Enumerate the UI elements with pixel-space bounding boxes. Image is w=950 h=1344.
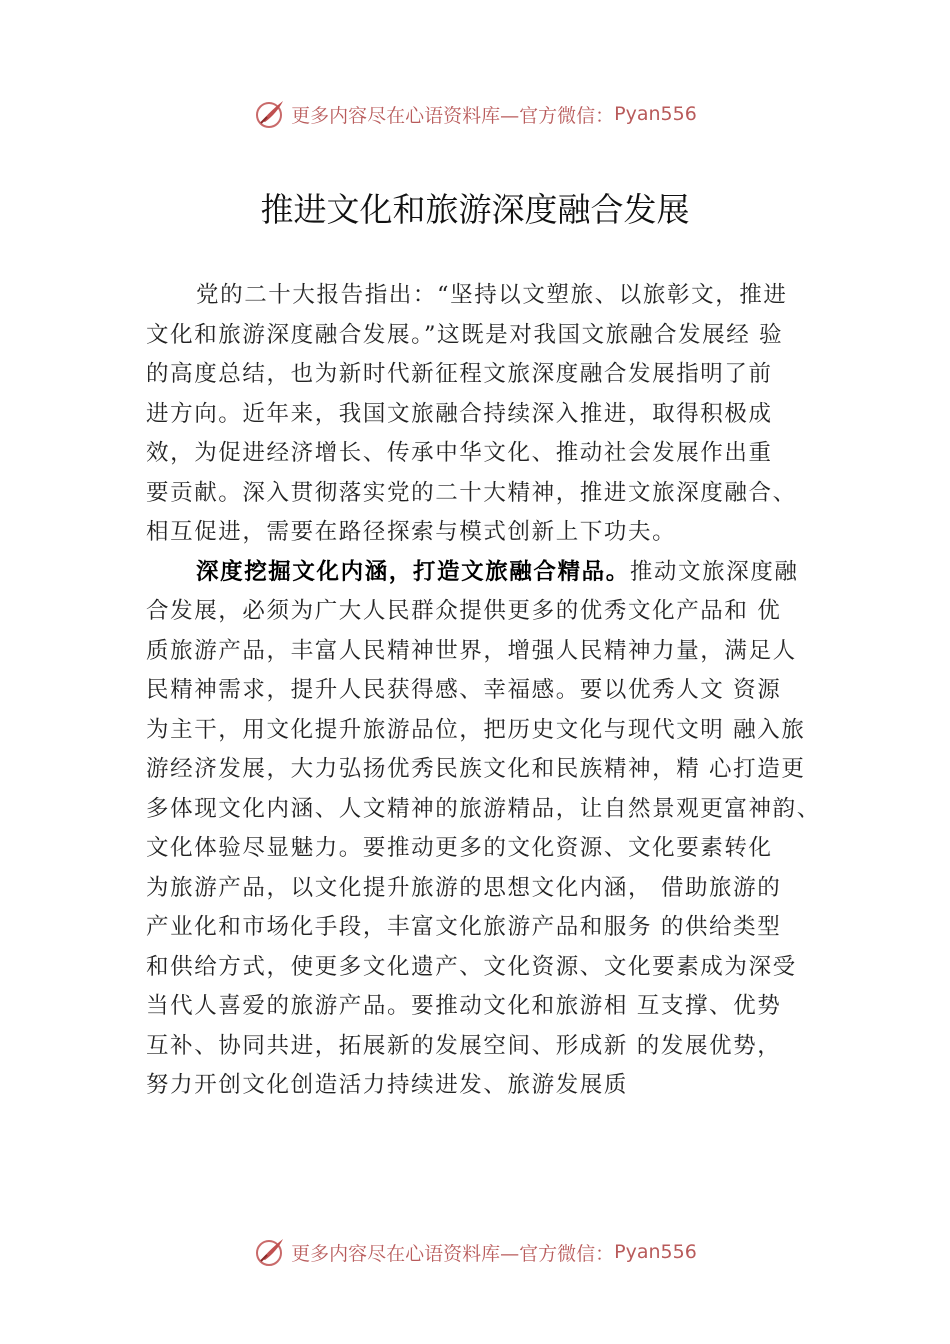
text-line: 效，为促进经济增长、传承中华文化、推动社会发展作出重 — [146, 440, 773, 466]
text-line: 为旅游产品，以文化提升旅游的思想文化内涵， 借助旅游的 — [146, 874, 782, 901]
quill-logo-icon — [253, 97, 287, 131]
watermark-wechat-id: Pyan556 — [614, 1241, 697, 1263]
watermark-text: 更多内容尽在心语资料库—官方微信： — [291, 104, 615, 127]
text-line — [146, 553, 866, 593]
section-heading: 深度挖掘文化内涵，打造文旅融合精品。 — [196, 558, 630, 585]
watermark-text: 更多内容尽在心语资料库—官方微信： — [291, 1242, 615, 1265]
text-line: 民精神需求，提升人民获得感、幸福感。要以优秀人文 资源 — [146, 677, 782, 703]
text-line: 努力开创文化创造活力持续进发、旅游发展质 — [146, 1072, 629, 1098]
watermark-footer — [0, 1232, 950, 1272]
text-line: 质旅游产品，丰富人民精神世界，增强人民精神力量，满足人 — [146, 637, 797, 664]
watermark-wechat-id: Pyan556 — [614, 103, 697, 125]
paragraph-1 — [146, 276, 866, 553]
text-line: 当代人喜爱的旅游产品。要推动文化和旅游相 互支撑、优势 — [146, 993, 782, 1019]
text-line: 要贡献。深入贯彻落实党的二十大精神，推进文旅深度融合、 — [146, 479, 797, 506]
text-line: 文化体验尽显魅力。要推动更多的文化资源、文化要素转化 — [146, 835, 773, 861]
text-line: 的高度总结，也为新时代新征程文旅深度融合发展指明了前 — [146, 361, 773, 387]
text-line: 文化和旅游深度融合发展。”这既是对我国文旅融合发展经 验 — [146, 321, 784, 348]
text-line: 进方向。近年来，我国文旅融合持续深入推进，取得积极成 — [146, 400, 773, 427]
text-line: 为主干，用文化提升旅游品位，把历史文化与现代文明 融入旅 — [146, 716, 806, 743]
text-line: 和供给方式，使更多文化遗产、文化资源、文化要素成为深受 — [146, 953, 797, 980]
text-span: 推动文旅深度融 — [629, 558, 799, 585]
watermark-header — [0, 94, 950, 134]
quill-logo-icon — [253, 1235, 287, 1269]
document-title: 推进文化和旅游深度融合发展 — [260, 190, 690, 229]
text-line: 游经济发展，大力弘扬优秀民族文化和民族精神，精 心打造更 — [146, 756, 806, 782]
text-line: 党的二十大报告指出：“坚持以文塑旅、以旅彰文，推进 — [196, 282, 788, 308]
paragraph-2 — [146, 553, 866, 1106]
text-line: 多体现文化内涵、人文精神的旅游精品，让自然景观更富神韵、 — [146, 795, 821, 822]
text-line: 互补、协同共进，拓展新的发展空间、形成新 的发展优势， — [146, 1032, 782, 1059]
text-line: 相互促进，需要在路径探索与模式创新上下功夫。 — [146, 519, 677, 545]
text-line: 产业化和市场化手段，丰富文化旅游产品和服务 的供给类型 — [146, 914, 782, 940]
document-body — [146, 276, 866, 1106]
text-line: 合发展，必须为广大人民群众提供更多的优秀文化产品和 优 — [146, 598, 782, 624]
